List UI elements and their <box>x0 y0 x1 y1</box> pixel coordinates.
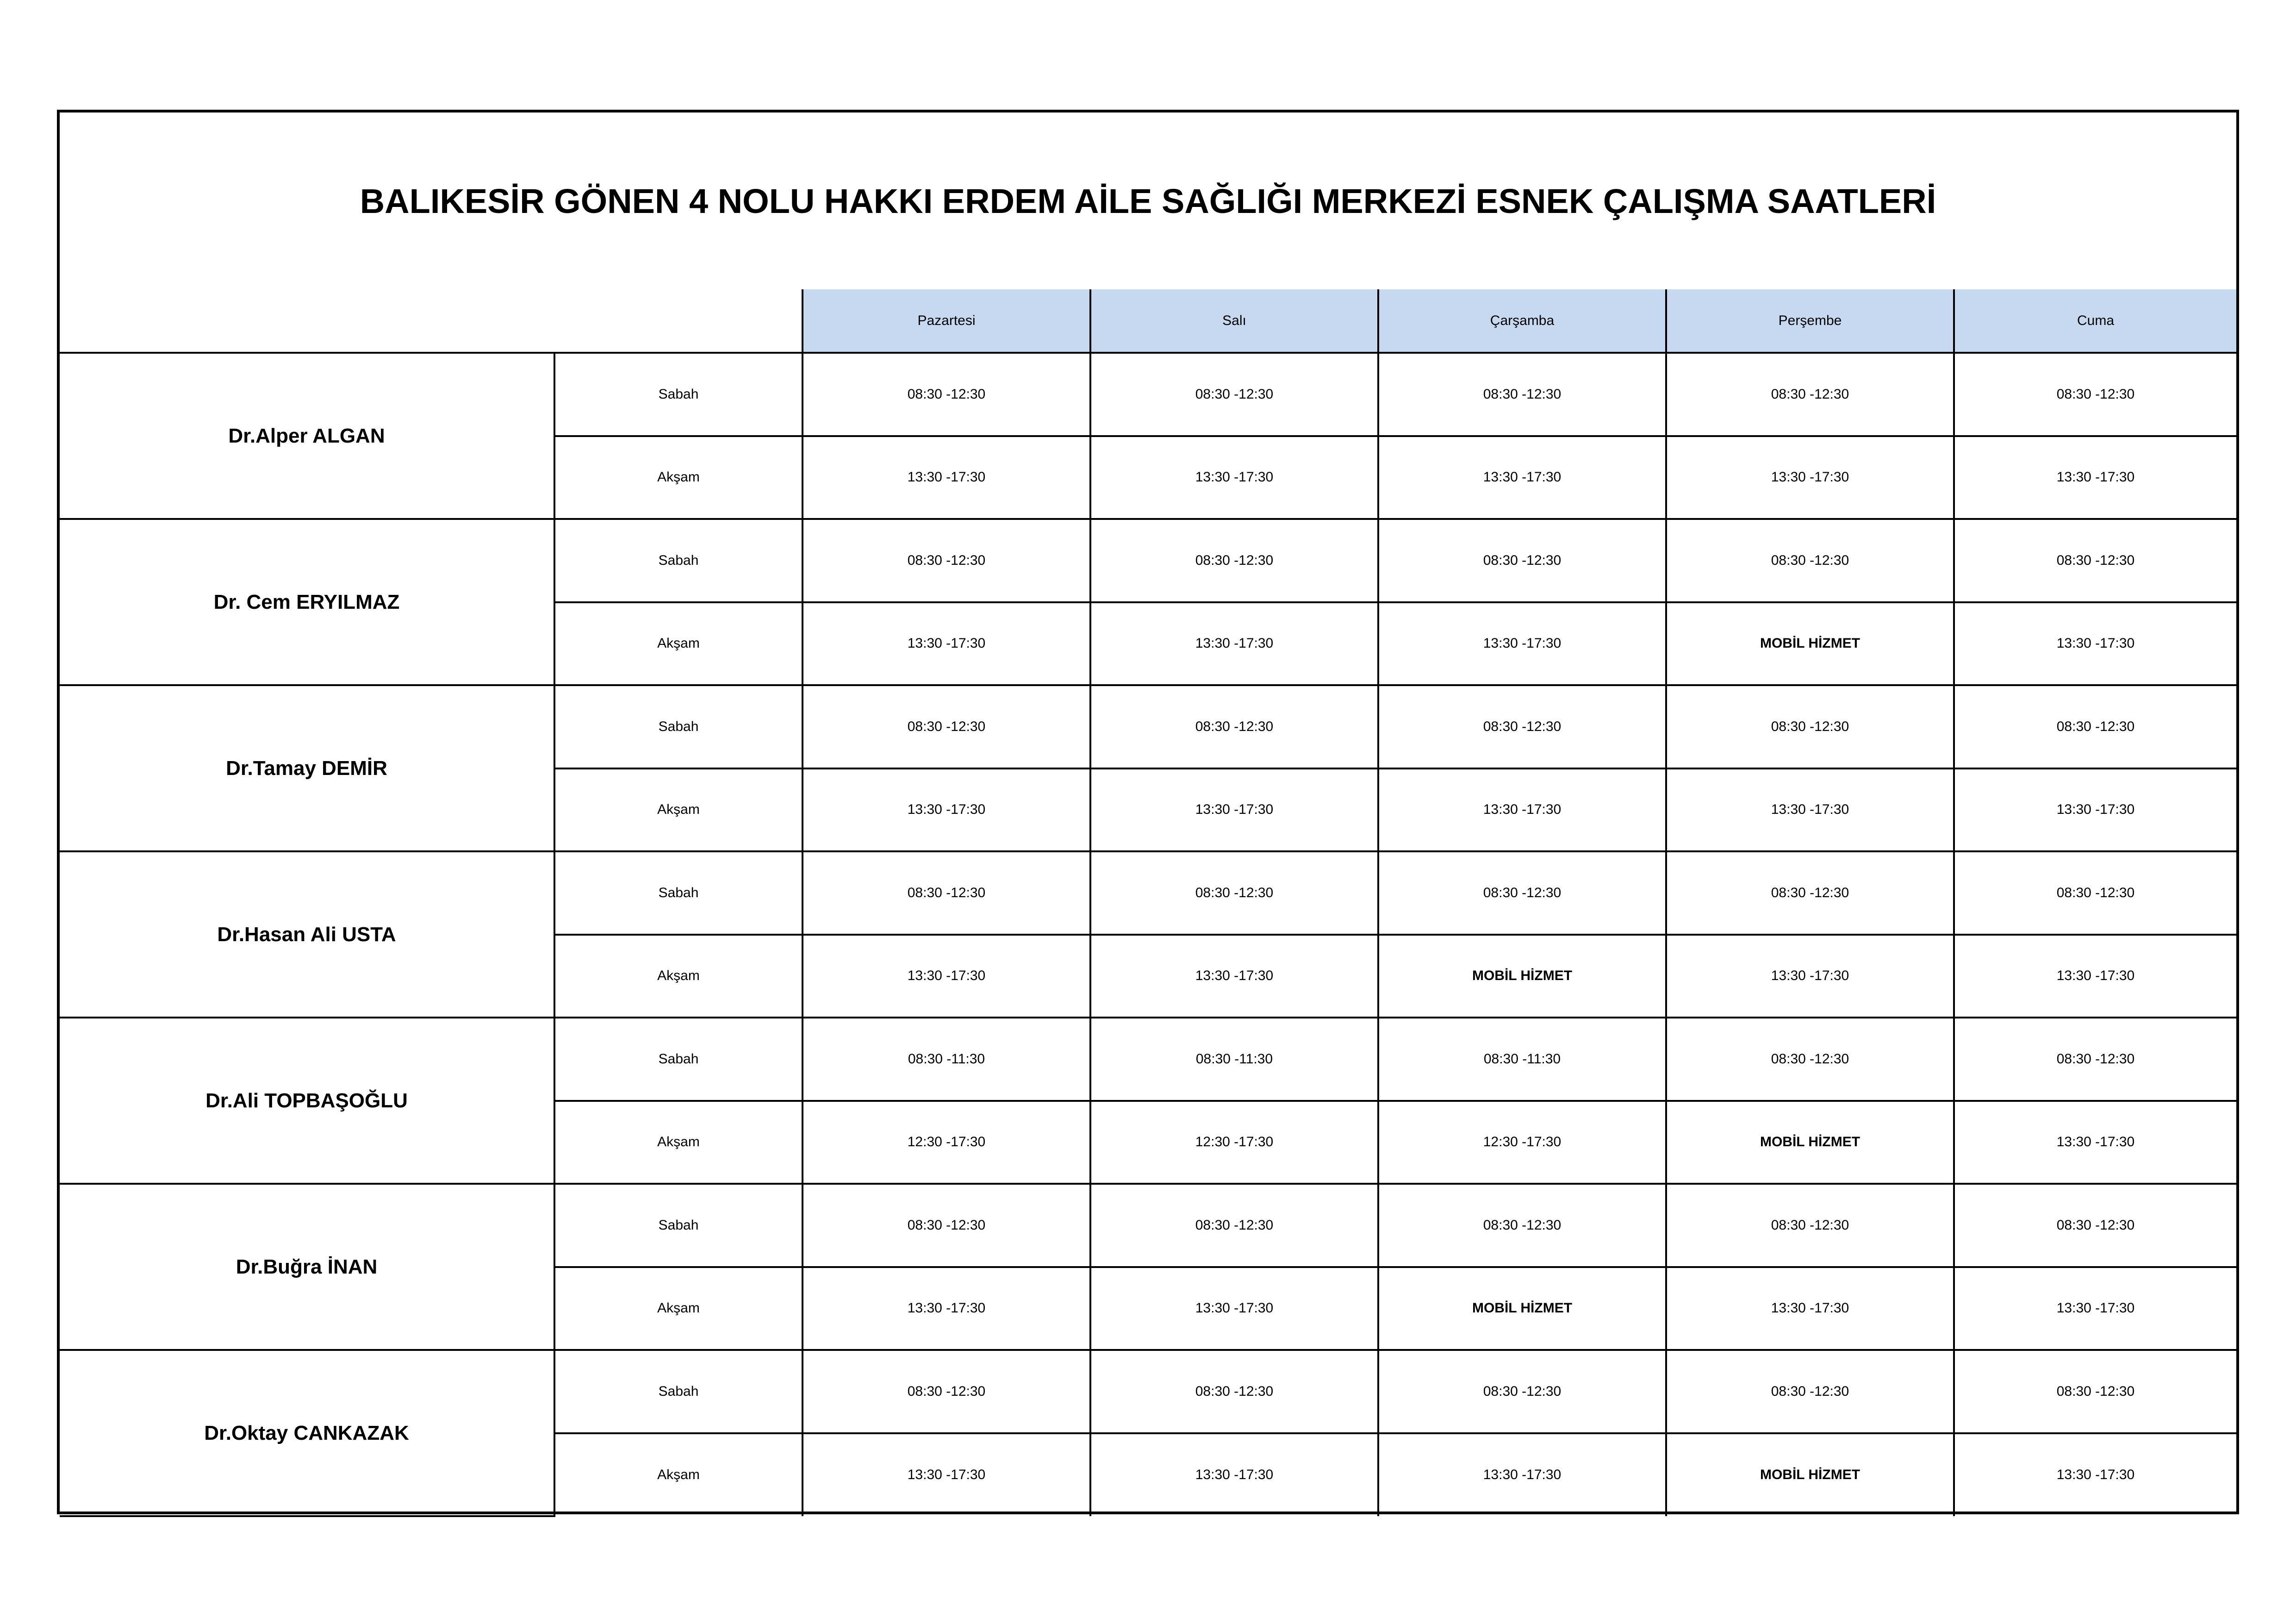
shift-label: Akşam <box>554 1101 803 1184</box>
page-title: BALIKESİR GÖNEN 4 NOLU HAKKI ERDEM AİLE SAĞLIĞI MERKEZİ ESNEK ÇALIŞMA SAATLERİ <box>360 181 1936 220</box>
schedule-row <box>60 519 2236 602</box>
doctor-name: Dr.Ali TOPBAŞOĞLU <box>60 1018 554 1184</box>
schedule-body <box>60 353 2236 1516</box>
time-cell: 13:30 -17:30 <box>1666 935 1954 1018</box>
time-cell: 13:30 -17:30 <box>803 1433 1090 1517</box>
time-cell: 12:30 -17:30 <box>1090 1101 1378 1184</box>
time-cell: 13:30 -17:30 <box>1666 436 1954 519</box>
time-cell: MOBİL HİZMET <box>1378 935 1666 1018</box>
time-cell: 08:30 -12:30 <box>1954 851 2236 935</box>
day-header-tuesday: Salı <box>1090 289 1378 353</box>
schedule-row <box>60 1018 2236 1101</box>
day-header-friday: Cuma <box>1954 289 2236 353</box>
schedule-row <box>60 685 2236 768</box>
time-cell: 13:30 -17:30 <box>803 1267 1090 1350</box>
time-cell: 13:30 -17:30 <box>1666 1267 1954 1350</box>
time-cell: 13:30 -17:30 <box>1090 436 1378 519</box>
time-cell: 08:30 -12:30 <box>803 1350 1090 1433</box>
time-cell: 08:30 -11:30 <box>1090 1018 1378 1101</box>
time-cell: 08:30 -12:30 <box>1378 1184 1666 1267</box>
schedule-sheet <box>57 110 2239 1514</box>
doctor-name: Dr.Oktay CANKAZAK <box>60 1350 554 1516</box>
time-cell: MOBİL HİZMET <box>1666 602 1954 686</box>
time-cell: 13:30 -17:30 <box>1954 1433 2236 1517</box>
time-cell: 08:30 -12:30 <box>1954 1018 2236 1101</box>
shift-label: Sabah <box>554 851 803 935</box>
time-cell: 08:30 -12:30 <box>1954 1350 2236 1433</box>
time-cell: 13:30 -17:30 <box>1954 1101 2236 1184</box>
time-cell: 08:30 -12:30 <box>1954 353 2236 436</box>
shift-label: Akşam <box>554 768 803 852</box>
header-row <box>60 289 2236 353</box>
time-cell: 13:30 -17:30 <box>803 768 1090 852</box>
day-header-wednesday: Çarşamba <box>1378 289 1666 353</box>
time-cell: 08:30 -12:30 <box>1090 851 1378 935</box>
time-cell: MOBİL HİZMET <box>1378 1267 1666 1350</box>
time-cell: 08:30 -12:30 <box>1954 1184 2236 1267</box>
doctor-name: Dr.Alper ALGAN <box>60 353 554 519</box>
time-cell: 13:30 -17:30 <box>1378 436 1666 519</box>
schedule-row <box>60 851 2236 935</box>
time-cell: 13:30 -17:30 <box>803 602 1090 686</box>
time-cell: 12:30 -17:30 <box>1378 1101 1666 1184</box>
header-blank-cell <box>60 289 803 353</box>
time-cell: 13:30 -17:30 <box>1954 768 2236 852</box>
time-cell: 13:30 -17:30 <box>1378 1433 1666 1517</box>
schedule-row <box>60 353 2236 436</box>
time-cell: 08:30 -12:30 <box>803 851 1090 935</box>
time-cell: 08:30 -12:30 <box>1090 519 1378 602</box>
time-cell: 08:30 -12:30 <box>1090 353 1378 436</box>
day-header-monday: Pazartesi <box>803 289 1090 353</box>
time-cell: 13:30 -17:30 <box>1666 768 1954 852</box>
time-cell: 08:30 -12:30 <box>1666 353 1954 436</box>
time-cell: 08:30 -12:30 <box>1378 353 1666 436</box>
time-cell: 08:30 -11:30 <box>1378 1018 1666 1101</box>
time-cell: 08:30 -12:30 <box>1090 1350 1378 1433</box>
time-cell: 08:30 -12:30 <box>1666 519 1954 602</box>
time-cell: 08:30 -12:30 <box>803 519 1090 602</box>
time-cell: 13:30 -17:30 <box>1378 602 1666 686</box>
shift-label: Akşam <box>554 602 803 686</box>
time-cell: 08:30 -12:30 <box>1666 685 1954 768</box>
doctor-name: Dr.Tamay DEMİR <box>60 685 554 851</box>
shift-label: Sabah <box>554 353 803 436</box>
time-cell: 08:30 -12:30 <box>1378 851 1666 935</box>
day-header-thursday: Perşembe <box>1666 289 1954 353</box>
time-cell: 13:30 -17:30 <box>1954 436 2236 519</box>
time-cell: MOBİL HİZMET <box>1666 1101 1954 1184</box>
time-cell: 08:30 -12:30 <box>1666 851 1954 935</box>
doctor-name: Dr.Buğra İNAN <box>60 1184 554 1350</box>
time-cell: 08:30 -12:30 <box>803 1184 1090 1267</box>
time-cell: 08:30 -12:30 <box>1378 685 1666 768</box>
shift-label: Sabah <box>554 685 803 768</box>
time-cell: 13:30 -17:30 <box>1954 935 2236 1018</box>
time-cell: 13:30 -17:30 <box>1954 602 2236 686</box>
shift-label: Sabah <box>554 1350 803 1433</box>
schedule-row <box>60 1350 2236 1433</box>
shift-label: Akşam <box>554 935 803 1018</box>
shift-label: Akşam <box>554 1267 803 1350</box>
time-cell: 08:30 -12:30 <box>1378 519 1666 602</box>
time-cell: 13:30 -17:30 <box>1378 768 1666 852</box>
time-cell: 08:30 -12:30 <box>803 353 1090 436</box>
shift-label: Sabah <box>554 519 803 602</box>
shift-label: Sabah <box>554 1184 803 1267</box>
time-cell: 08:30 -11:30 <box>803 1018 1090 1101</box>
doctor-name: Dr. Cem ERYILMAZ <box>60 519 554 685</box>
time-cell: 12:30 -17:30 <box>803 1101 1090 1184</box>
time-cell: 13:30 -17:30 <box>803 436 1090 519</box>
time-cell: 08:30 -12:30 <box>1666 1018 1954 1101</box>
time-cell: 13:30 -17:30 <box>1090 935 1378 1018</box>
time-cell: 08:30 -12:30 <box>1090 685 1378 768</box>
title-row <box>60 112 2236 291</box>
doctor-name: Dr.Hasan Ali USTA <box>60 851 554 1018</box>
time-cell: 08:30 -12:30 <box>1090 1184 1378 1267</box>
time-cell: 13:30 -17:30 <box>1090 768 1378 852</box>
time-cell: 08:30 -12:30 <box>1954 519 2236 602</box>
time-cell: 08:30 -12:30 <box>1666 1184 1954 1267</box>
time-cell: 08:30 -12:30 <box>1954 685 2236 768</box>
time-cell: 08:30 -12:30 <box>803 685 1090 768</box>
schedule-table <box>60 289 2236 1517</box>
time-cell: 13:30 -17:30 <box>1090 1267 1378 1350</box>
shift-label: Sabah <box>554 1018 803 1101</box>
time-cell: 13:30 -17:30 <box>1090 1433 1378 1517</box>
shift-label: Akşam <box>554 436 803 519</box>
time-cell: 13:30 -17:30 <box>1090 602 1378 686</box>
time-cell: MOBİL HİZMET <box>1666 1433 1954 1517</box>
schedule-row <box>60 1184 2236 1267</box>
time-cell: 13:30 -17:30 <box>1954 1267 2236 1350</box>
time-cell: 08:30 -12:30 <box>1666 1350 1954 1433</box>
shift-label: Akşam <box>554 1433 803 1517</box>
time-cell: 13:30 -17:30 <box>803 935 1090 1018</box>
time-cell: 08:30 -12:30 <box>1378 1350 1666 1433</box>
